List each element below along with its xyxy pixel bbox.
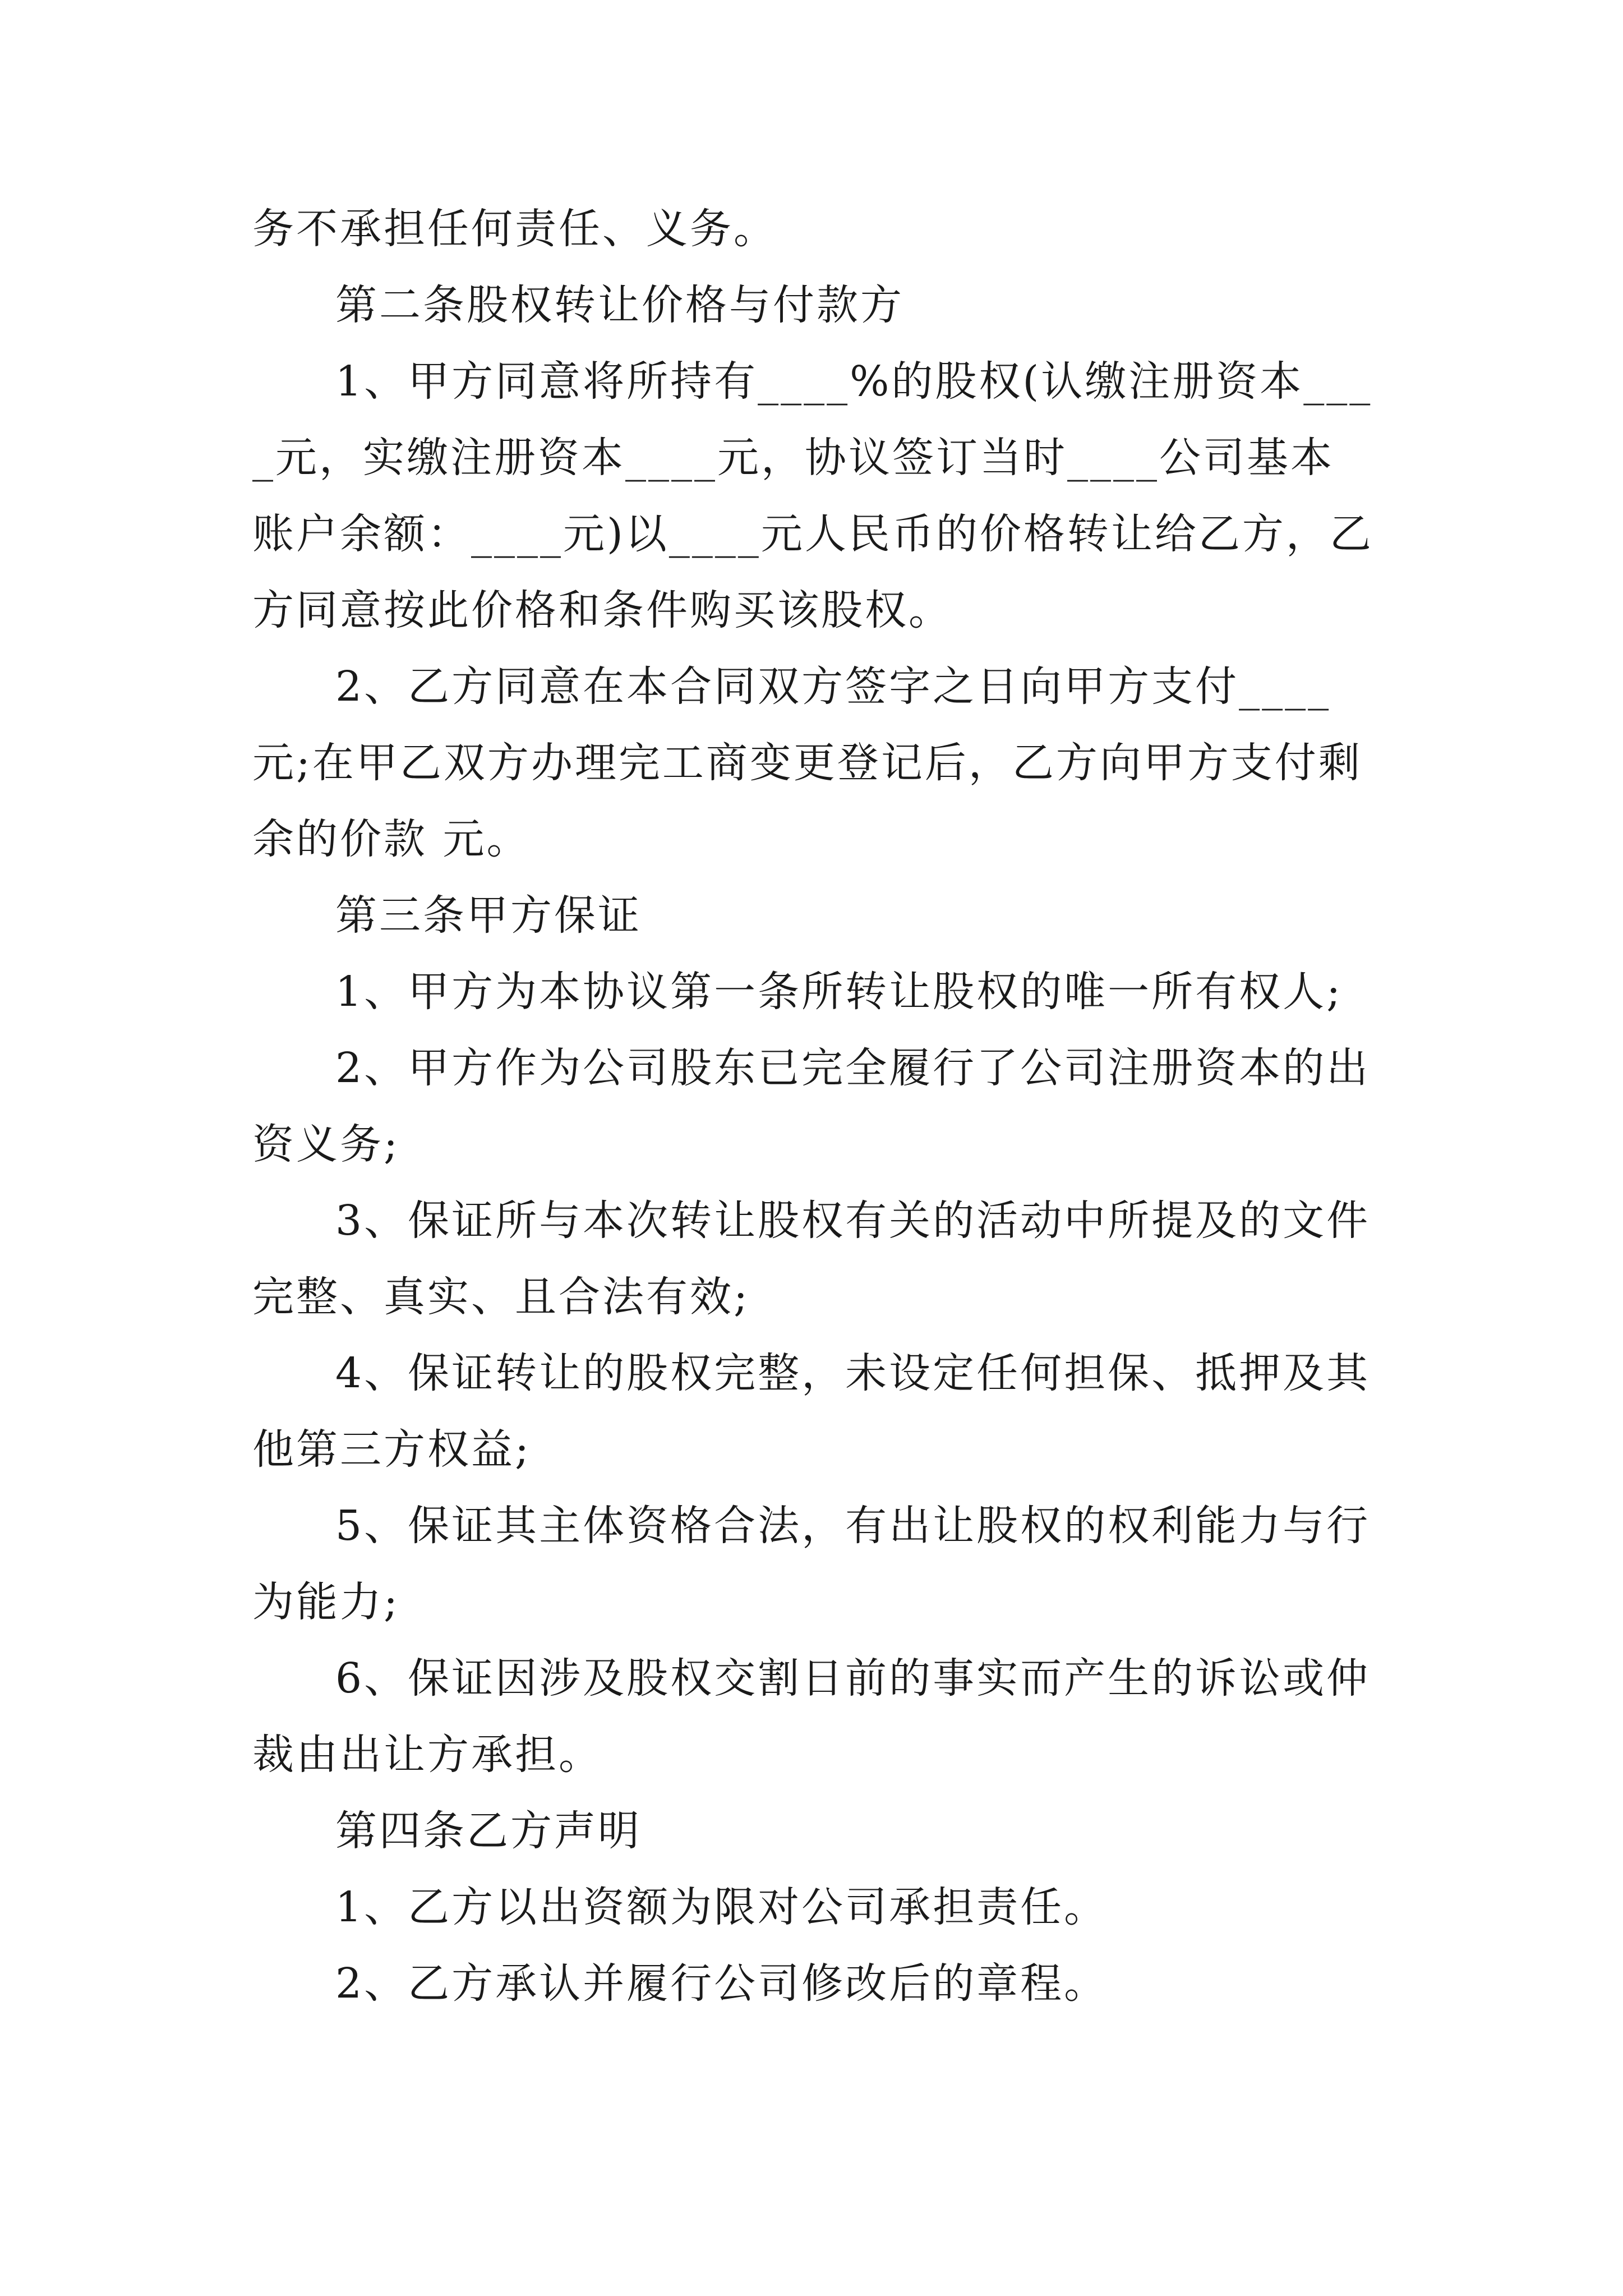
article-3-clause-4: 4、保证转让的股权完整，未设定任何担保、抵押及其他第三方权益; xyxy=(252,1349,1371,1474)
article-3-heading: 第三条甲方保证 xyxy=(335,891,642,940)
article-3-clause-5: 5、保证其主体资格合法，有出让股权的权利能力与行为能力; xyxy=(252,1502,1371,1626)
article-3-clause-2: 2、甲方作为公司股东已完全履行了公司注册资本的出资义务; xyxy=(252,1044,1371,1168)
article-2-clause-2: 2、乙方同意在本合同双方签字之日向甲方支付____元;在甲乙双方办理完工商变更登记后，乙方向甲方支付剩余的价款 元。 xyxy=(252,662,1362,863)
article-4-clause-1: 1、乙方以出资额为限对公司承担责任。 xyxy=(335,1883,1108,1931)
article-4-clause-2: 2、乙方承认并履行公司修改后的章程。 xyxy=(335,1959,1108,2008)
article-2-heading: 第二条股权转让价格与付款方 xyxy=(335,281,904,329)
article-3-clause-6: 6、保证因涉及股权交割日前的事实而产生的诉讼或仲裁由出让方承担。 xyxy=(252,1654,1371,1779)
article-4-heading: 第四条乙方声明 xyxy=(335,1807,642,1855)
article-3-clause-1: 1、甲方为本协议第一条所转让股权的唯一所有权人; xyxy=(335,968,1343,1016)
document-body xyxy=(252,191,1374,2022)
article-2-clause-1: 1、甲方同意将所持有____%的股权(认缴注册资本____元，实缴注册资本____元，协议签订当时____公司基本账户余额：____元)以____元人民币的价格转让给乙方，乙方同意按此价格和条件购买该股权。 xyxy=(252,357,1373,634)
article-3-clause-3: 3、保证所与本次转让股权有关的活动中所提及的文件完整、真实、且合法有效; xyxy=(252,1197,1371,1321)
paragraph-continuation: 务不承担任何责任、义务。 xyxy=(252,205,777,253)
